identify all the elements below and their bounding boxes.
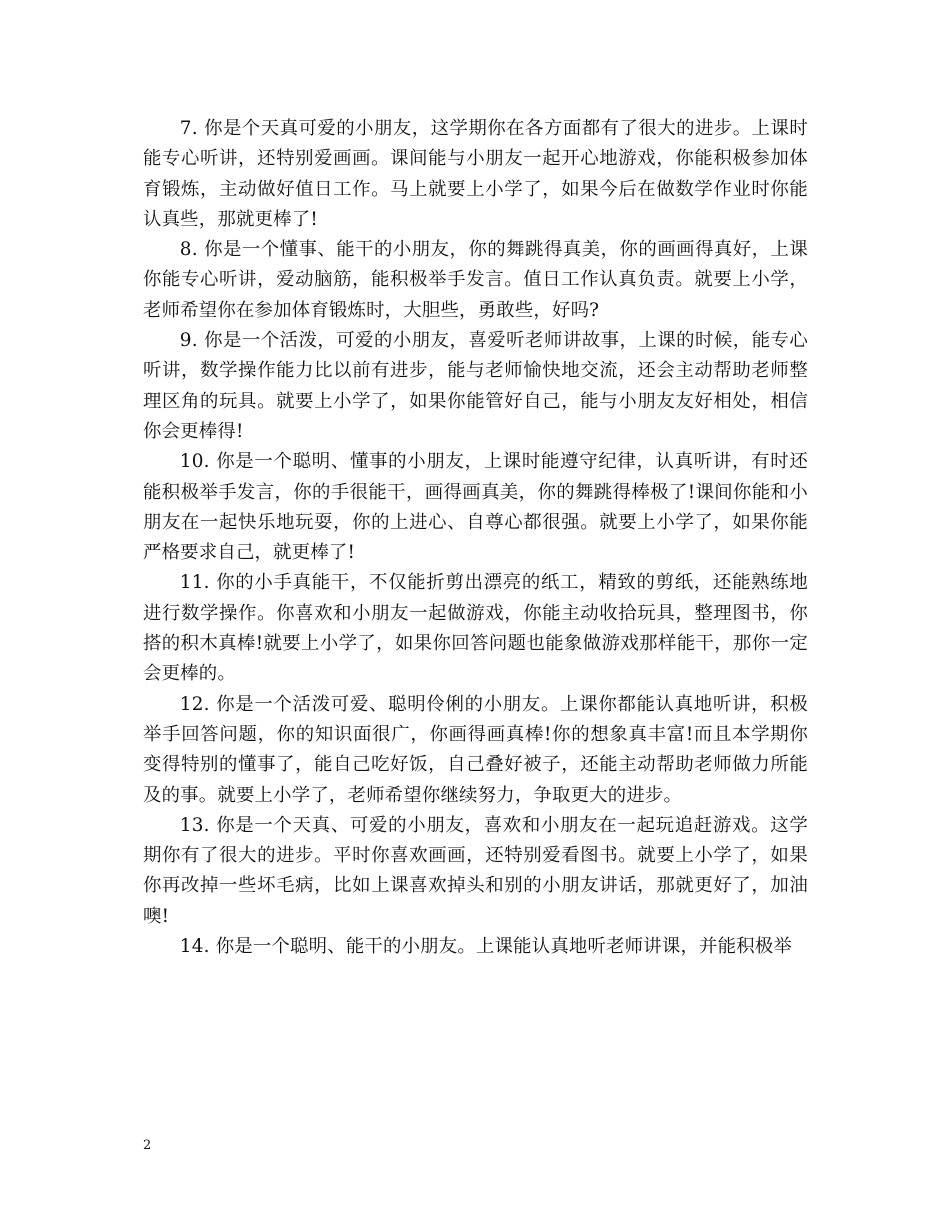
document-body <box>143 114 808 962</box>
page-number: 2 <box>143 1138 152 1153</box>
paragraph-11: 11. 你的小手真能干，不仅能折剪出漂亮的纸工，精致的剪纸，还能熟练地进行数学操作。你喜欢和小朋友一起做游戏，你能主动收拾玩具，整理图书，你搭的积木真棒!就要上小学了，如果你回答问题也能象做游戏那样能干，那你一定会更棒的。 <box>143 572 808 685</box>
paragraph-9: 9. 你是一个活泼，可爱的小朋友，喜爱听老师讲故事，上课的时候，能专心听讲，数学操作能力比以前有进步，能与老师愉快地交流，还会主动帮助老师整理区角的玩具。就要上小学了，如果你能管好自己，能与小朋友友好相处，相信你会更棒得! <box>143 330 808 442</box>
paragraph-13: 13. 你是一个天真、可爱的小朋友，喜欢和小朋友在一起玩追赶游戏。这学期你有了很大的进步。平时你喜欢画画，还特别爱看图书。就要上小学了，如果你再改掉一些坏毛病，比如上课喜欢掉头和别的小朋友讲话，那就更好了，加油噢! <box>143 814 808 927</box>
paragraph-7: 7. 你是个天真可爱的小朋友，这学期你在各方面都有了很大的进步。上课时能专心听讲，还特别爱画画。课间能与小朋友一起开心地游戏，你能积极参加体育锻炼，主动做好值日工作。马上就要上小学了，如果今后在做数学作业时你能认真些，那就更棒了! <box>143 118 808 230</box>
paragraph-8: 8. 你是一个懂事、能干的小朋友，你的舞跳得真美，你的画画得真好，上课你能专心听讲，爱动脑筋，能积极举手发言。值日工作认真负责。就要上小学，老师希望你在参加体育锻炼时，大胆些，勇敢些，好吗? <box>143 239 808 321</box>
paragraph-14: 14. 你是一个聪明、能干的小朋友。上课能认真地听老师讲课，并能积极举 <box>179 936 793 958</box>
paragraph-10: 10. 你是一个聪明、懂事的小朋友，上课时能遵守纪律，认真听讲，有时还能积极举手发言，你的手很能干，画得画真美，你的舞跳得棒极了!课间你能和小朋友在一起快乐地玩耍，你的上进心、自尊心都很强。就要上小学了，如果你能严格要求自己，就更棒了! <box>143 451 808 564</box>
paragraph-12: 12. 你是一个活泼可爱、聪明伶俐的小朋友。上课你都能认真地听讲，积极举手回答问题，你的知识面很广，你画得画真棒!你的想象真丰富!而且本学期你变得特别的懂事了，能自己吃好饭，自己叠好被子，还能主动帮助老师做力所能及的事。就要上小学了，老师希望你继续努力，争取更大的进步。 <box>143 693 808 806</box>
